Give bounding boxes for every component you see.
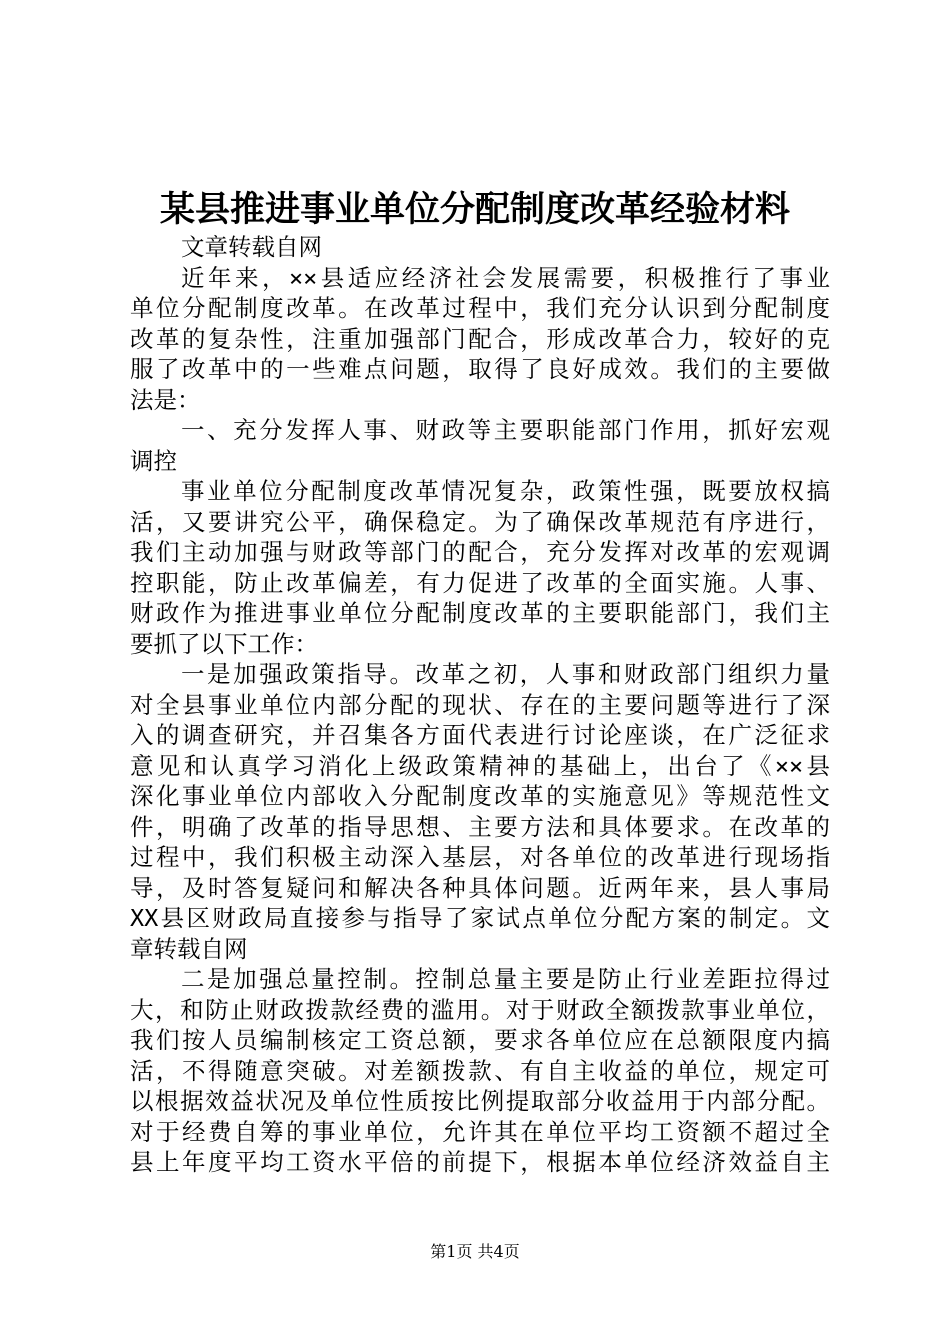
paragraph-line: 入的调查研究，并召集各方面代表进行讨论座谈，在广泛征求: [130, 721, 830, 749]
paragraph-line: 意见和认真学习消化上级政策精神的基础上，出台了《××县: [130, 751, 830, 780]
paragraph-line: 深化事业单位内部收入分配制度改革的实施意见》等规范性文: [130, 782, 830, 810]
paragraph-intro-line: 服了改革中的一些难点问题，取得了良好成效。我们的主要做: [130, 355, 830, 383]
paragraph-line: 县上年度平均工资水平倍的前提下，根据本单位经济效益自主: [130, 1148, 830, 1176]
paragraph-line: 活，不得随意突破。对差额拨款、有自主收益的单位，规定可: [130, 1056, 830, 1085]
paragraph-line: 控职能，防止改革偏差，有力促进了改革的全面实施。人事、: [130, 568, 830, 597]
paragraph-line: 事业单位分配制度改革情况复杂，政策性强，既要放权搞: [181, 477, 830, 505]
paragraph-intro-line: 法是：: [130, 385, 201, 414]
paragraph-line: 要抓了以下工作：: [130, 629, 318, 658]
paragraph-line: 财政作为推进事业单位分配制度改革的主要职能部门，我们主: [130, 599, 830, 627]
paragraph-line: 对于经费自筹的事业单位，允许其在单位平均工资额不超过全: [130, 1117, 830, 1146]
paragraph-line: 过程中，我们积极主动深入基层，对各单位的改革进行现场指: [130, 843, 830, 871]
paragraph-line: 以根据效益状况及单位性质按比例提取部分收益用于内部分配。: [130, 1087, 830, 1115]
paragraph-line: 活，又要讲究公平，确保稳定。为了确保改革规范有序进行，: [130, 507, 830, 536]
paragraph-intro-line: 近年来，××县适应经济社会发展需要，积极推行了事业: [181, 263, 830, 292]
document-body: [130, 232, 830, 1178]
paragraph-line: 我们主动加强与财政等部门的配合，充分发挥对改革的宏观调: [130, 538, 830, 566]
paragraph-line: 我们按人员编制核定工资总额，要求各单位应在总额限度内搞: [130, 1026, 830, 1054]
paragraph-intro-line: 单位分配制度改革。在改革过程中，我们充分认识到分配制度: [130, 294, 830, 322]
paragraph-line: 章转载自网: [130, 934, 248, 963]
paragraph-line: 二是加强总量控制。控制总量主要是防止行业差距拉得过: [181, 965, 830, 993]
paragraph-line: 件，明确了改革的指导思想、主要方法和具体要求。在改革的: [130, 812, 830, 841]
paragraph-line: XX县区财政局直接参与指导了家试点单位分配方案的制定。文: [130, 904, 830, 932]
paragraph-line: 对全县事业单位内部分配的现状、存在的主要问题等进行了深: [130, 690, 830, 719]
section-heading-line: 调控: [130, 446, 177, 475]
page-number-footer: 第1页 共4页: [430, 1242, 520, 1261]
paragraph-line: 大，和防止财政拨款经费的滥用。对于财政全额拨款事业单位，: [130, 995, 830, 1024]
paragraph-source-note: 文章转载自网: [181, 233, 322, 261]
document-title: 某县推进事业单位分配制度改革经验材料: [159, 189, 790, 230]
paragraph-line: 一是加强政策指导。改革之初，人事和财政部门组织力量: [181, 660, 830, 688]
section-heading-line: 一、充分发挥人事、财政等主要职能部门作用，抓好宏观: [181, 416, 830, 444]
paragraph-intro-line: 改革的复杂性，注重加强部门配合，形成改革合力，较好的克: [130, 324, 830, 353]
paragraph-line: 导，及时答复疑问和解决各种具体问题。近两年来，县人事局: [130, 873, 830, 902]
